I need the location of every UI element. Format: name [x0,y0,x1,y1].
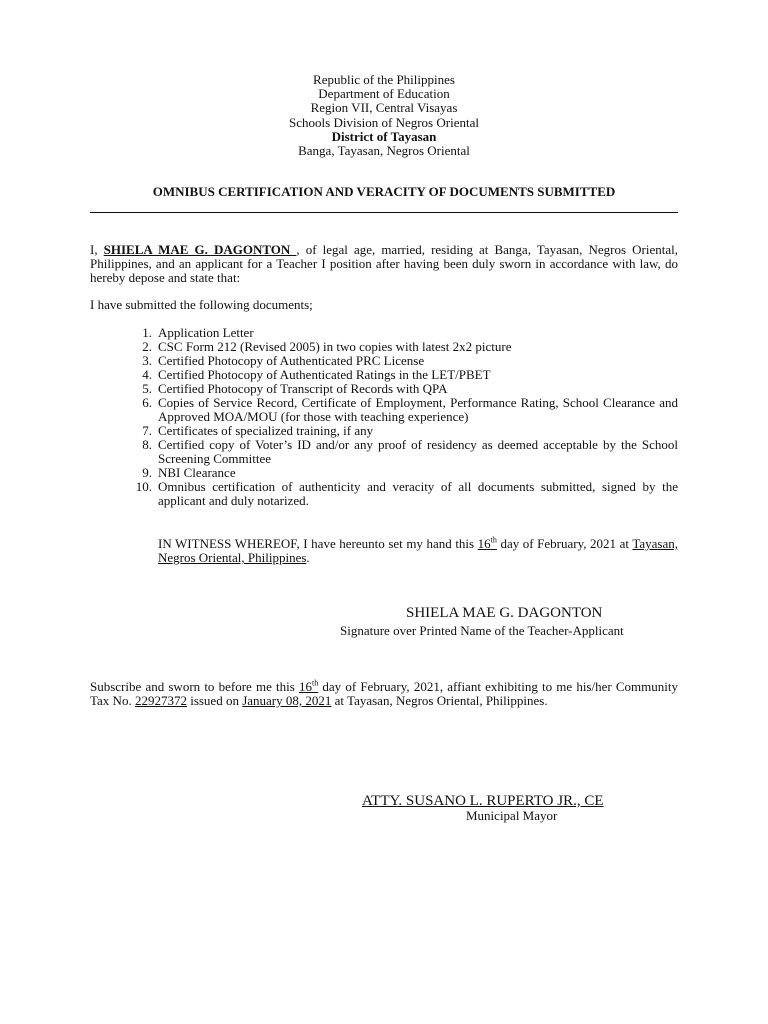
intro-text: , of legal age, married, residing at Banga, Tayasan, Negros Oriental, Philippines, and an applicant for a Teacher I position after having been duly sworn in accordance with law, do hereby depose and state that: [90,242,678,285]
applicant-signature-name: SHIELA MAE G. DAGONTON [406,605,603,621]
list-item: 6. Copies of Service Record, Certificate of Employment, Performance Rating, School Clearance and Approved MOA/MOU (for those with teaching experience) [142,395,678,424]
intro-prefix: I, [90,242,104,257]
issued-date: January 08, 2021 [242,693,332,708]
list-item: 3. Certified Photocopy of Authenticated PRC License [142,353,425,368]
documents-list [130,326,678,508]
submitted-intro: I have submitted the following documents; [90,297,313,312]
list-item: 5. Certified Photocopy of Transcript of Records with QPA [142,381,448,396]
letterhead-line: Department of Education [318,86,450,102]
community-tax-number: 22927372 [134,693,187,708]
witness-place: Tayasan, Negros Oriental, Philippines [158,536,678,565]
notary-name: ATTY. SUSANO L. RUPERTO JR., CE [362,793,604,809]
letterhead [0,73,768,158]
applicant-name: SHIELA MAE G. DAGONTON [103,242,297,257]
list-item: 10. Omnibus certification of authenticity and veracity of all documents submitted, signed by the applicant and duly notarized. [135,479,678,508]
letterhead-line: Region VII, Central Visayas [310,100,458,116]
witness-day: 16th [477,535,497,551]
letterhead-line: Schools Division of Negros Oriental [289,114,479,130]
list-item: 7. Certificates of specialized training, if any [142,423,374,438]
witness-paragraph: IN WITNESS WHEREOF, I have hereunto set my hand this 16th day of February, 2021 at Tayasan, Negros Oriental, Philippines. [158,535,678,565]
sworn-paragraph: Subscribe and sworn to before me this 16th day of February, 2021, affiant exhibiting to me his/her Community Tax No. 22927372 issued on January 08, 2021 at Tayasan, Negros Oriental, Philippines. [90,678,678,708]
intro-paragraph [90,243,678,285]
list-item: 1. Application Letter [142,325,254,340]
letterhead-line: Banga, Tayasan, Negros Oriental [298,142,470,158]
signature-caption: Signature over Printed Name of the Teacher-Applicant [340,623,624,638]
letterhead-line: Republic of the Philippines [313,72,455,87]
sworn-day: 16th [298,678,319,694]
list-item: 8. Certified copy of Voter’s ID and/or any proof of residency as deemed acceptable by the School Screening Committee [142,437,678,466]
list-item: 9. NBI Clearance [142,465,236,480]
list-item: 2. CSC Form 212 (Revised 2005) in two copies with latest 2x2 picture [142,339,512,354]
title-divider [90,212,678,213]
list-item: 4. Certified Photocopy of Authenticated Ratings in the LET/PBET [142,367,491,382]
document-title: OMNIBUS CERTIFICATION AND VERACITY OF DOCUMENTS SUBMITTED [152,184,616,199]
letterhead-district: District of Tayasan [331,128,437,144]
notary-position: Municipal Mayor [466,808,558,823]
